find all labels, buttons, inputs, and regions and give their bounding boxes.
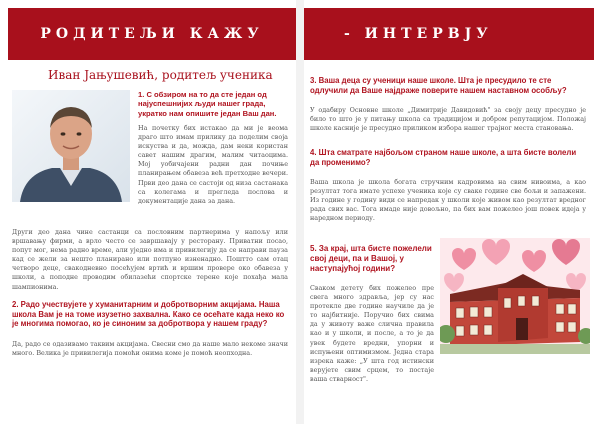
school-illustration xyxy=(440,238,590,354)
portrait-image xyxy=(12,90,130,202)
page-gutter xyxy=(296,0,304,424)
right-page xyxy=(304,0,600,424)
school-door xyxy=(516,318,528,340)
answer-3: У одабиру Основне школе „Димитрије Давидовић" за своју децу пресудно је било то што је у питању школа са традицијом и добром репутацијом. Положај школе касније је пресудно приликом избора нашег трајног места становања. xyxy=(310,106,586,133)
left-page xyxy=(0,0,296,424)
banner-interview: - ИНТЕРВЈУ xyxy=(304,8,594,60)
banner-parents-say: РОДИТЕЉИ КАЖУ xyxy=(8,8,296,60)
answer-1: На почетку бих истакао да ми је веома драго што имам прилику да поделим своја искуства и да, можда, дам неки користан савет нашим драгим, малим читаоцима. Мој уобичајени радни дан почиње планирањем обавеза већ претходне вечери. Први део дана се састоји од низа састанака са колегама и прегледа послова и документације дана за дана. xyxy=(138,124,288,205)
school-building-image xyxy=(440,238,590,354)
question-5: 5. За крај, шта бисте пожелели свој деци, па и Вашој, у наступајућој години? xyxy=(310,244,432,273)
question-2: 2. Радо учествујете у хуманитарним и добротворним акцијама. Наша школа Вам је на томе изузетно захвална. Како се осећате када неко ко је многима помогао, ко је синоним за добротвора у нашем граду? xyxy=(12,300,285,329)
question-3: 3. Ваша деца су ученици наше школе. Шта је пресудило те сте одлучили да Ваше најдраже поверите нашем наставном особљу? xyxy=(310,76,567,95)
answer-5: Сваком детету бих пожелео пре свега много здравља, јер су нас протекле две године научиле да је то најбитније. Поручио бих свима да у животу важе слична правила као и у школи, и после, а то је да увек будете вредни, упорни и испуњени оптимизмом. Једна стара изрека каже: „У шта год истински верујете свим срцем, то постаје ваша стварност". xyxy=(310,284,434,383)
parent-photo xyxy=(12,90,130,202)
answer-4: Ваша школа је школа богата стручним кадровима на свим нивоима, а као резултат тога имате успехе ученика које су свакe године све бољи и запажени. Из године у годину види се напредак у школи које живом као резултат вредног рада свих вас. Тога имаде није довољно, па бих вам пожелео још повек идеја у наредном периоду. xyxy=(310,178,586,223)
answer-1-continued: Други део дана чине састанци са пословним партнерима у напољу или вршавању фирми, а врло често се завршавају у ресторану. Приватни посао, попут мог, нема радно време, али уједно има и привилегију да се направи пауза кад се жели за нешто планирано или потпуно изненадно. Поштто сам отац четворо деце, свакодневно посећујем вртић и вршим провере око обавеза у школи, а поподне проводим обилазећи спортске терене које похађа мала шампионима. xyxy=(12,228,288,291)
question-1: 1. С обзиром на то да сте један од најуспешнијих људи нашег града, укратко нам опишите један Ваш дан. xyxy=(138,90,277,118)
question-4: 4. Шта сматрате најбољом страном наше школе, а шта бисте волели да променимо? xyxy=(310,148,577,167)
interview-subtitle: Иван Јањушевић, родитељ ученика xyxy=(48,68,273,82)
answer-2: Да, радо се одазивамо таквим акцијама. Свесни смо да наше мало некоме значи много. Велика је привилегија помоћи онима коме је помоћ неопходна. xyxy=(12,340,288,358)
